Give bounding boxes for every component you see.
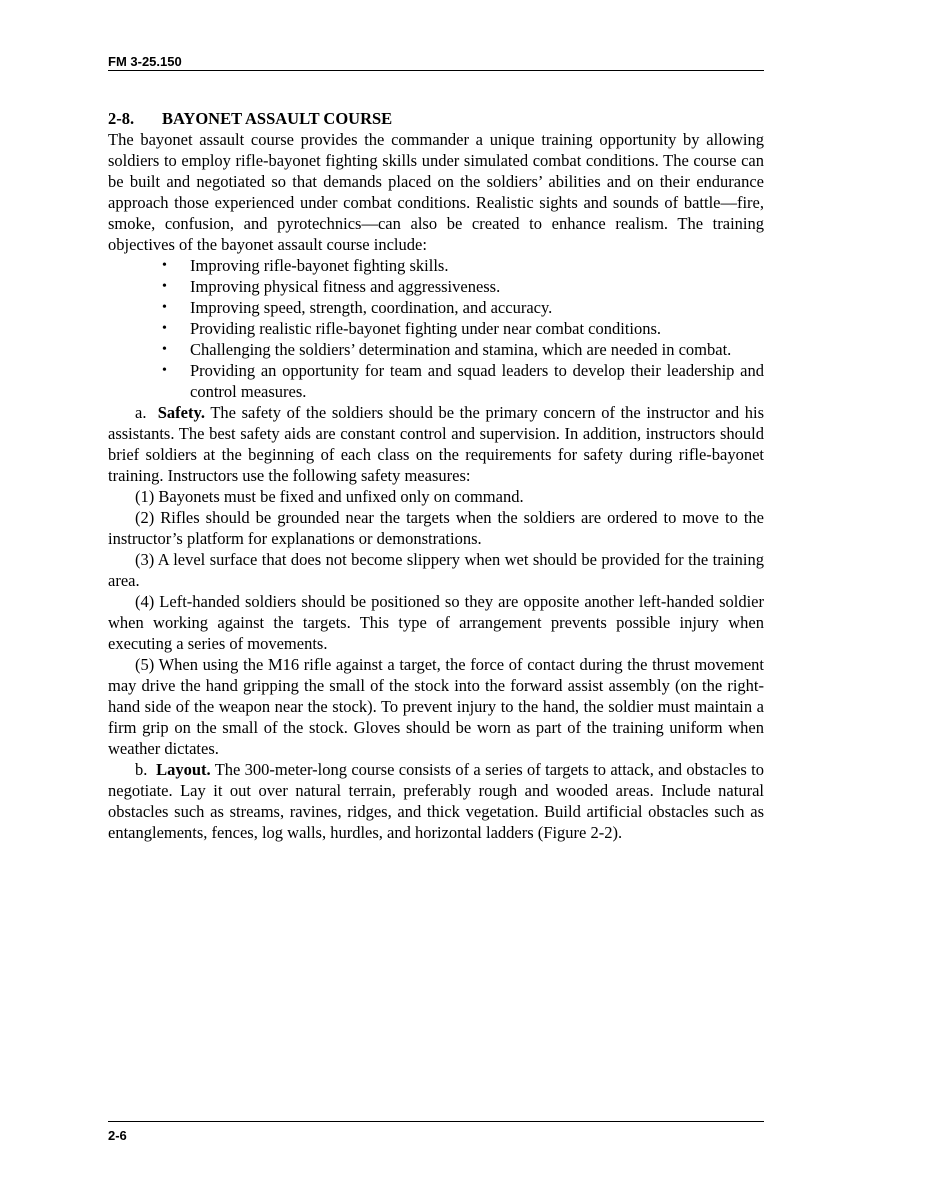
section-title: BAYONET ASSAULT COURSE <box>162 109 393 128</box>
bullet-icon: • <box>162 342 167 357</box>
safety-heading: Safety. <box>157 403 205 422</box>
section-number: 2-8. <box>108 109 135 128</box>
safety-measure: (4) Left-handed soldiers should be positioned so they are opposite another left-handed soldier when working against the targets. This type of arrangement prevents possible injury when executing a series of movements. <box>108 592 764 653</box>
layout-paragraph <box>108 759 764 843</box>
safety-measure: (2) Rifles should be grounded near the targets when the soldiers are ordered to move to the instructor’s platform for explanations or demonstrations. <box>108 508 764 548</box>
bullet-icon: • <box>162 363 167 378</box>
bullet-icon: • <box>162 258 167 273</box>
safety-label: a. <box>135 403 147 422</box>
objectives-list <box>108 255 764 402</box>
list-item: • Improving rifle-bayonet fighting skills. <box>162 256 449 275</box>
list-item: • Providing an opportunity for team and squad leaders to develop their leadership and control measures. <box>162 361 764 401</box>
safety-measure: (3) A level surface that does not become slippery when wet should be provided for the training area. <box>108 550 764 590</box>
manual-id: FM 3-25.150 <box>108 54 182 69</box>
list-item: • Providing realistic rifle-bayonet fighting under near combat conditions. <box>162 319 662 338</box>
layout-text: The 300-meter-long course consists of a series of targets to attack, and obstacles to negotiate. Lay it out over natural terrain, preferably rough and wooded areas. Include natural obstacles such as streams, ravines, ridges, and thick vegetation. Build artificial obstacles such as entanglements, fences, log walls, hurdles, and horizontal ladders (Figure 2-2). <box>108 760 765 842</box>
page-number: 2-6 <box>108 1128 127 1143</box>
safety-measure: (5) When using the M16 rifle against a target, the force of contact during the thrust movement may drive the hand gripping the small of the stock into the forward assist assembly (on the right-hand side of the weapon near the stock). To prevent injury to the hand, the soldier must maintain a firm grip on the small of the stock. Gloves should be worn as part of the training uniform when weather dictates. <box>108 655 764 758</box>
safety-paragraph <box>108 402 764 486</box>
layout-heading: Layout. <box>156 760 211 779</box>
page-footer <box>108 1121 764 1144</box>
page-body <box>108 108 764 843</box>
bullet-icon: • <box>162 300 167 315</box>
layout-label: b. <box>135 760 148 779</box>
bullet-icon: • <box>162 279 167 294</box>
intro-paragraph: The bayonet assault course provides the commander a unique training opportunity by allowing soldiers to employ rifle-bayonet fighting skills under simulated combat conditions. The course can be built and negotiated so that demands placed on the soldiers’ abilities and on their endurance approach those experienced under combat conditions. Realistic sights and sounds of battle—fire, smoke, confusion, and pyrotechnics—can also be created to enhance realism. The training objectives of the bayonet assault course include: <box>108 130 764 254</box>
bullet-icon: • <box>162 321 167 336</box>
list-item: • Improving physical fitness and aggressiveness. <box>162 277 501 296</box>
list-item: • Challenging the soldiers’ determination and stamina, which are needed in combat. <box>162 340 732 359</box>
section-heading <box>108 108 764 129</box>
running-header <box>108 54 764 71</box>
list-item: • Improving speed, strength, coordination, and accuracy. <box>162 298 553 317</box>
safety-text: The safety of the soldiers should be the primary concern of the instructor and his assistants. The best safety aids are constant control and supervision. In addition, instructors should brief soldiers at the beginning of each class on the requirements for safety during rifle-bayonet training. Instructors use the following safety measures: <box>108 403 765 485</box>
safety-measure: (1) Bayonets must be fixed and unfixed only on command. <box>135 487 524 506</box>
